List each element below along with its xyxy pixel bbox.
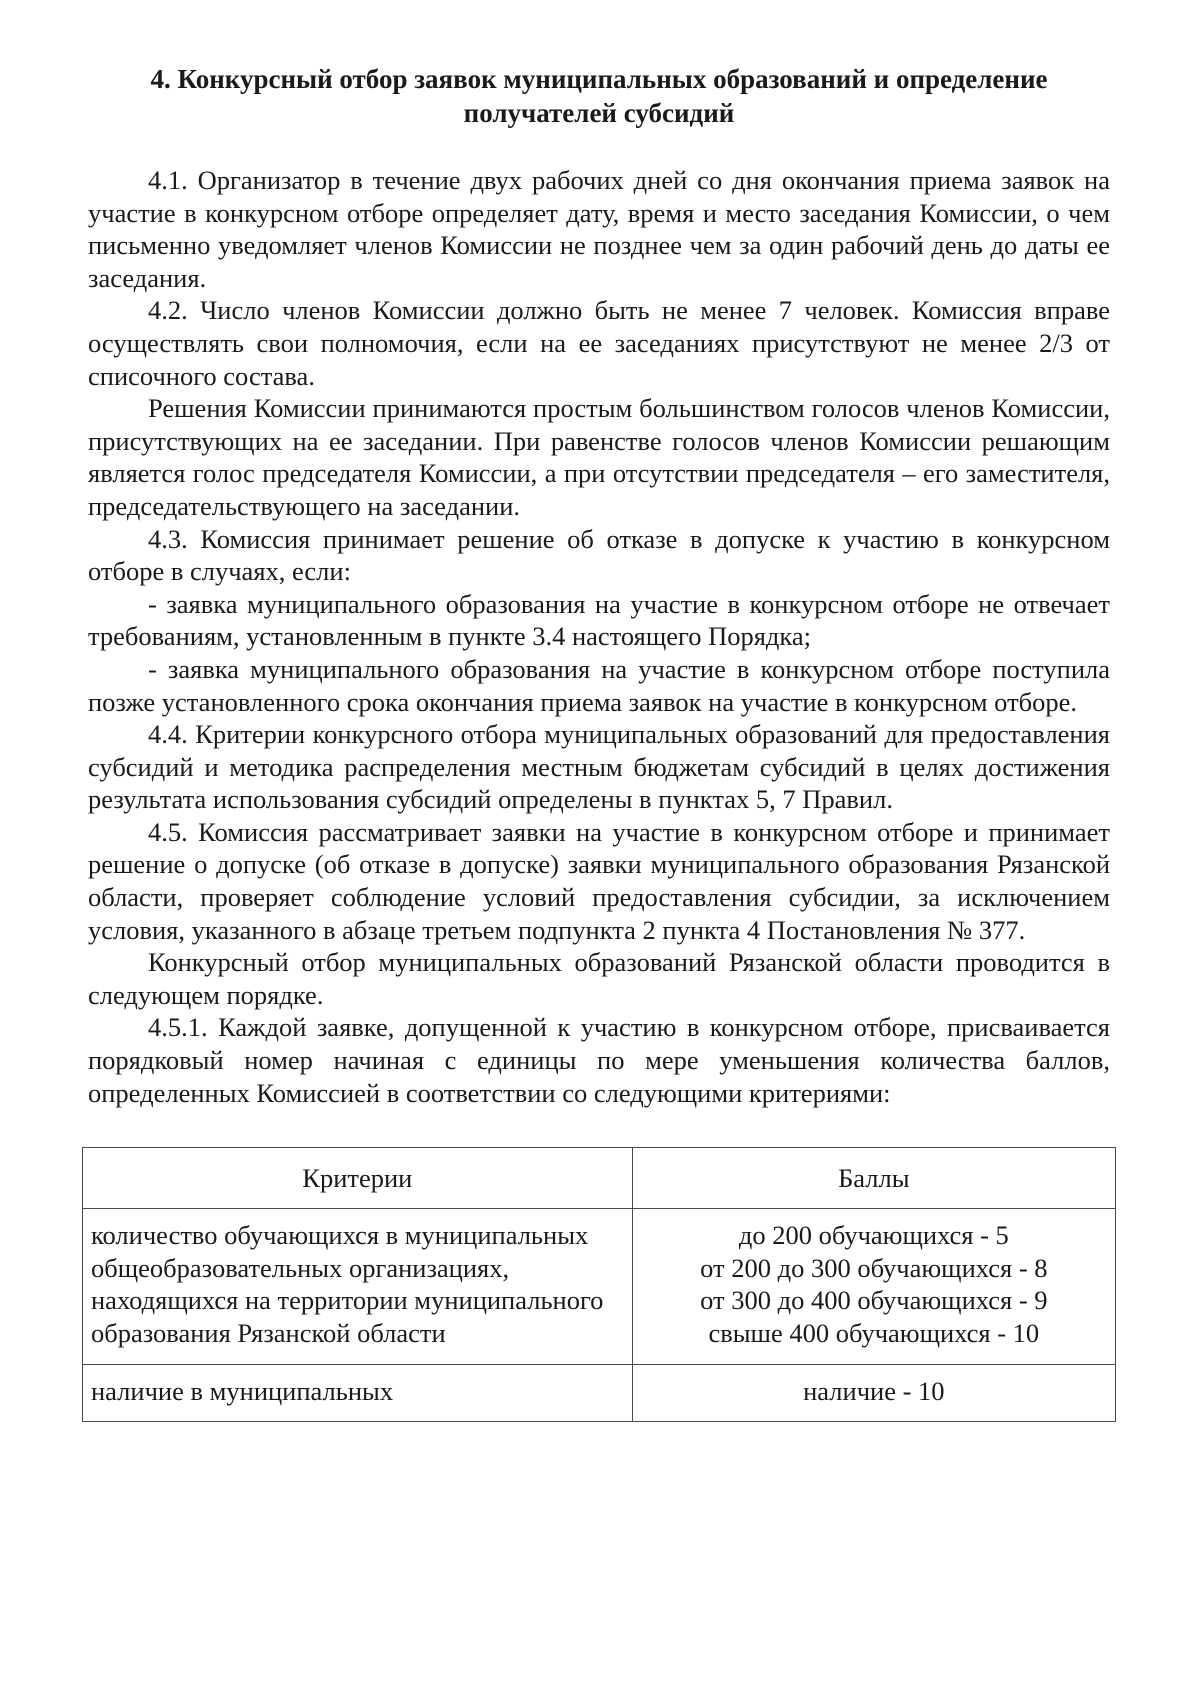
table-header-scores: Баллы bbox=[632, 1148, 1115, 1209]
table-header-row bbox=[83, 1148, 1116, 1209]
criterion-cell: наличие в муниципальных bbox=[83, 1364, 633, 1422]
paragraph-4-5: 4.5. Комиссия рассматривает заявки на участие в конкурсном отборе и принимает решение о допуске (об отказе в допуске) заявки муниципального образования Рязанской области, проверяет соблюдение условий предоставления субсидии, за исключением условия, указанного в абзаце третьем подпункта 2 пункта 4 Постановления № 377. bbox=[88, 816, 1110, 945]
score-line: от 200 до 300 обучающихся - 8 bbox=[700, 1252, 1048, 1283]
criterion-cell: количество обучающихся в муниципальных общеобразовательных организациях, находящихся на территории муниципального образования Рязанской области bbox=[83, 1209, 633, 1364]
paragraph-4-4: 4.4. Критерии конкурсного отбора муниципальных образований для предоставления субсидий и методика распределения местным бюджетам субсидий в целях достижения результата использования субсидий определены в пунктах 5, 7 Правил. bbox=[88, 719, 1110, 815]
paragraph-4-1: 4.1. Организатор в течение двух рабочих дней со дня окончания приема заявок на участие в конкурсном отборе определяет дату, время и место заседания Комиссии, о чем письменно уведомляет членов Комиссии не позднее чем за один рабочий день до даты ее заседания. bbox=[88, 165, 1110, 293]
score-line: до 200 обучающихся - 5 bbox=[738, 1220, 1009, 1251]
score-cell bbox=[632, 1364, 1115, 1422]
score-line: свыше 400 обучающихся - 10 bbox=[708, 1318, 1040, 1348]
score-line: наличие - 10 bbox=[803, 1375, 945, 1406]
paragraph-4-5-1: 4.5.1. Каждой заявке, допущенной к участию в конкурсном отборе, присваивается порядковый номер начиная с единицы по мере уменьшения количества баллов, определенных Комиссией в соответствии со следующими критериями: bbox=[88, 1012, 1110, 1108]
paragraph-reason-1: - заявка муниципального образования на участие в конкурсном отборе не отвечает требованиям, установленным в пункте 3.4 настоящего Порядка; bbox=[88, 588, 1110, 652]
paragraph-reason-2: - заявка муниципального образования на участие в конкурсном отборе поступила позже установленного срока окончания приема заявок на участие в конкурсном отборе. bbox=[88, 653, 1110, 717]
paragraph-decisions: Решения Комиссии принимаются простым большинством голосов членов Комиссии, присутствующих на ее заседании. При равенстве голосов членов Комиссии решающим является голос председателя Комиссии, а при отсутствии председателя – его заместителя, председательствующего на заседании. bbox=[88, 393, 1110, 521]
paragraph-selection-order: Конкурсный отбор муниципальных образований Рязанской области проводится в следующем порядке. bbox=[88, 947, 1110, 1010]
table-row bbox=[83, 1364, 1116, 1422]
table-row bbox=[83, 1209, 1116, 1364]
paragraph-4-3: 4.3. Комиссия принимает решение об отказе в допуске к участию в конкурсном отборе в случаях, если: bbox=[88, 523, 1110, 587]
criteria-table bbox=[82, 1147, 1116, 1422]
table-header-criteria: Критерии bbox=[83, 1148, 633, 1209]
score-cell bbox=[632, 1209, 1115, 1364]
section-title: 4. Конкурсный отбор заявок муниципальных образований и определение получателей субсидий bbox=[150, 64, 1048, 128]
score-line: от 300 до 400 обучающихся - 9 bbox=[700, 1285, 1048, 1316]
paragraph-4-2: 4.2. Число членов Комиссии должно быть не менее 7 человек. Комиссия вправе осуществлять свои полномочия, если на ее заседаниях присутствуют не менее 2/3 от списочного состава. bbox=[88, 295, 1110, 391]
